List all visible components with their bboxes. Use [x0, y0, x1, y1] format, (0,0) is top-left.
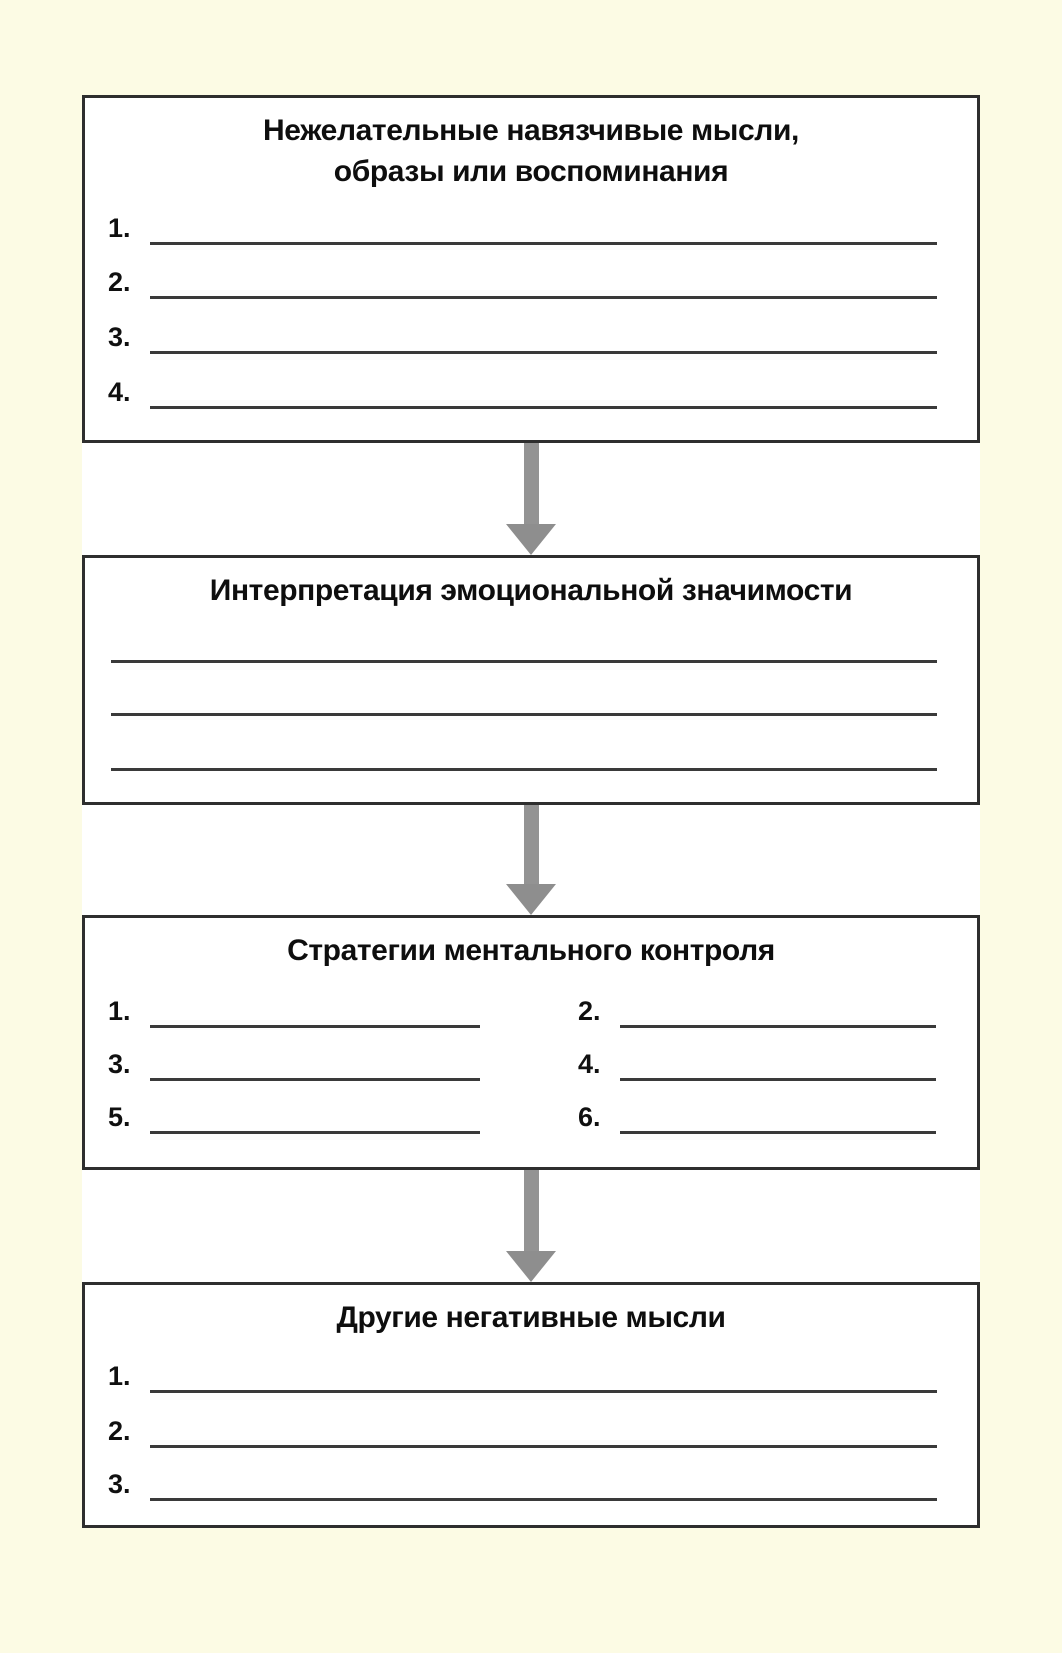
blank-line: [111, 768, 937, 771]
blank-line: [150, 1445, 937, 1448]
blank-entry-row: [108, 1465, 937, 1501]
blank-line: [150, 351, 937, 354]
blank-line: [150, 406, 937, 409]
box-interpretation: [82, 555, 980, 805]
blank-line: [150, 296, 937, 299]
item-number: 4.: [578, 1049, 601, 1079]
box-other-negative-thoughts-title: Другие негативные мысли: [336, 1301, 726, 1334]
arrow-head: [506, 884, 556, 915]
down-arrow-icon: [506, 1170, 556, 1282]
item-number: 3.: [108, 322, 131, 352]
blank-line: [111, 660, 937, 663]
item-number: 1.: [108, 996, 131, 1026]
item-number: 1.: [108, 1361, 131, 1391]
item-number: 3.: [108, 1469, 131, 1499]
blank-entry-row: [108, 1412, 937, 1448]
blank-entry-row: [108, 263, 937, 299]
item-number: 1.: [108, 213, 131, 243]
blank-line: [620, 1131, 936, 1134]
blank-entry-row: [108, 209, 937, 245]
item-number: 4.: [108, 377, 131, 407]
item-number: 2.: [108, 267, 131, 297]
down-arrow-icon: [506, 443, 556, 555]
blank-line: [150, 242, 937, 245]
blank-entry-row: [85, 992, 977, 1028]
blank-line: [150, 1498, 937, 1501]
box-unwanted-intrusions: [82, 95, 980, 443]
title-line-2: образы или воспоминания: [333, 154, 729, 188]
box-unwanted-intrusions-title: [85, 111, 977, 192]
blank-entry-row: [108, 1357, 937, 1393]
blank-entry-row: [111, 735, 937, 771]
item-number: 2.: [108, 1416, 131, 1446]
title-line-1: Нежелательные навязчивые мысли,: [263, 114, 799, 147]
item-number: 2.: [578, 996, 601, 1026]
right-entry: [578, 992, 936, 1028]
right-entry: [578, 1045, 936, 1081]
box-mental-control-strategies: [82, 915, 980, 1170]
item-number: 3.: [108, 1049, 131, 1079]
box-mental-control-strategies-title: Стратегии ментального контроля: [287, 934, 775, 967]
left-entry: [108, 992, 480, 1028]
arrow-head: [506, 1251, 556, 1282]
item-number: 6.: [578, 1102, 601, 1132]
blank-line: [150, 1131, 480, 1134]
blank-entry-row: [108, 318, 937, 354]
blank-line: [620, 1078, 936, 1081]
blank-line: [620, 1025, 936, 1028]
left-entry: [108, 1045, 480, 1081]
box-interpretation-title: Интерпретация эмоциональной значимости: [209, 574, 853, 607]
right-entry: [578, 1098, 936, 1134]
blank-entry-row: [111, 627, 937, 663]
blank-entry-row: [85, 1098, 977, 1134]
arrow-shaft: [524, 805, 539, 884]
arrow-shaft: [524, 443, 539, 524]
blank-line: [150, 1025, 480, 1028]
flowchart-panel: [82, 95, 980, 1528]
left-entry: [108, 1098, 480, 1134]
blank-entry-row: [108, 373, 937, 409]
blank-entry-row: [111, 680, 937, 716]
blank-line: [150, 1390, 937, 1393]
blank-line: [150, 1078, 480, 1081]
box-other-negative-thoughts: [82, 1282, 980, 1528]
blank-line: [111, 713, 937, 716]
item-number: 5.: [108, 1102, 131, 1132]
arrow-shaft: [524, 1170, 539, 1251]
blank-entry-row: [85, 1045, 977, 1081]
arrow-head: [506, 524, 556, 555]
down-arrow-icon: [506, 805, 556, 915]
